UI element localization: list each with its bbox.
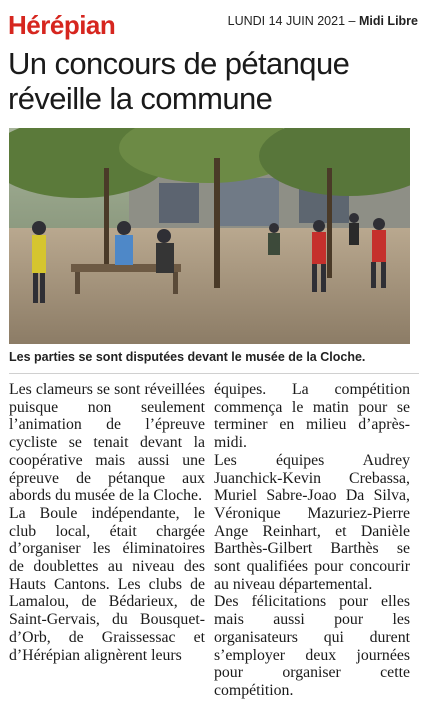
paragraph: La Boule indépendante, le club local, était chargée d’organiser les éliminatoires de doublettes au niveau des Hauts Cantons. Les clubs de Lamalou, de Bédarieux, de Saint-Gervais, du Bousquet-d’Orb, de Graissessac et d’Hérépian alignèrent leurs [9,504,205,664]
petanque-scene-illustration [9,128,410,344]
paragraph: équipes. La compétition commença le matin pour se terminer en milieu d’après-midi. [214,381,410,452]
date: LUNDI 14 JUIN 2021 [227,14,346,28]
photo-caption: Les parties se sont disputées devant le musée de la Cloche. [9,350,366,364]
article-column-1 [9,381,205,664]
paragraph: Les équipes Audrey Juanchick-Kevin Crebassa, Muriel Sabre-Joao Da Silva, Véronique Mazuriez-Pierre Ange Reinhart, et Danièle Barthès-Gilbert Barthès se sont qualifiées pour concourir au niveau départemental. [214,451,410,593]
article-photo [9,128,410,344]
town-name: Hérépian [8,10,116,40]
article-header [8,8,418,42]
headline: Un concours de pétanque réveille la commune [8,46,350,116]
dateline [228,14,418,28]
paragraph: Des félicitations pour elles mais aussi pour les organisateurs qui durent s’employer deux journées pour organiser cette compétition. [214,593,410,699]
paragraph: Les clameurs se sont réveillées puisque non seulement l’animation de l’épreuve cycliste se tenait devant la coopérative mais aussi une épreuve de pétanque aux abords du musée de la Cloche. [9,381,205,505]
dateline-separator: – [348,14,356,28]
article-column-2 [214,381,410,700]
publication-name: Midi Libre [358,14,418,28]
caption-divider [9,373,419,374]
